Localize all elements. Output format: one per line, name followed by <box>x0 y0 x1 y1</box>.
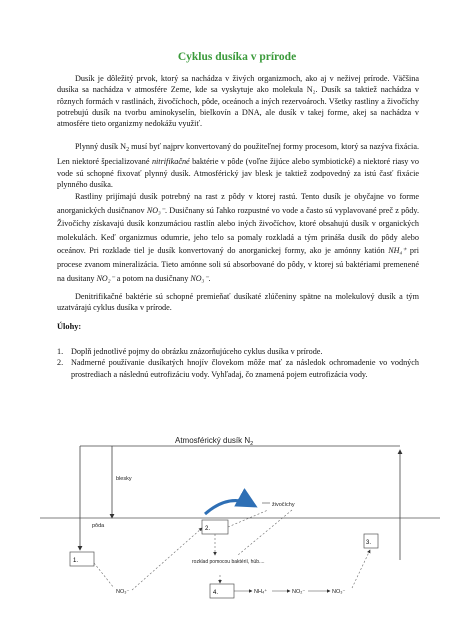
decomposition-label: rozklad pomocou baktérií, húb.... <box>192 559 265 565</box>
box-2-label: 2. <box>205 526 211 532</box>
label-nh4: NH₄⁺ <box>254 589 268 595</box>
paragraph-1: Dusík je dôležitý prvok, ktorý sa nachádza v živých organizmoch, ako aj v neživej prírode. Väčšina dusíka sa nachádza v atmosfére Zeme, kde sa vyskytuje ako molekula N₂. Dusík sa taktiež nachádza v rôznych formách v rastlinách, živočíchoch, pôde, oceánoch a iných rezervoároch. Všetky rastliny a živočíchy potrebujú dusík na tvorbu aminokyselín, bielkovín a DNA, ale dusík v takej forme, akej sa nachádza v atmosfére tieto organizmy nedokážu využiť. <box>57 74 419 129</box>
tasks-list <box>57 346 419 380</box>
flow-box2-animals <box>228 510 268 527</box>
flow-animals-decomp <box>238 510 292 555</box>
page-title: Cyklus dusíka v prírode <box>177 51 297 63</box>
paragraph-intro <box>57 73 419 129</box>
label-no2: NO₂⁻ <box>292 589 306 595</box>
box-4-label: 4. <box>213 590 219 596</box>
box-1-label: 1. <box>73 558 79 564</box>
task-1: 1. Doplň jednotlivé pojmy do obrázku znázorňujúceho cyklus dusíka v prírode. <box>57 347 323 356</box>
lightning-label: blesky <box>116 476 132 482</box>
paragraph-fixation <box>57 141 419 190</box>
paragraph-denitrification <box>57 291 419 314</box>
formula-nitrite: NO₂⁻ <box>96 273 115 283</box>
label-no3-left: NO₃⁻ <box>116 589 130 595</box>
formula-nitrate-2: NO₃⁻ <box>190 273 209 283</box>
nitrogen-cycle-diagram <box>40 410 440 610</box>
paragraph-plants <box>57 190 419 285</box>
paragraph-4: Denitrifikačné baktérie sú schopné premieňať dusíkaté zlúčeniny spätne na molekulový dusík a tým uzatvárajú cyklus dusíka v prírode. <box>57 292 419 313</box>
formula-nitrate-1: NO₃⁻ <box>146 205 165 215</box>
task-2: 2. Nadmerné používanie dusíkatých hnojív človekom môže mať za následok ochromadenie vo vodných prostrediach a následnú eutrofizáciu vody. Vyhľadaj, čo znamená pojem eutrofizácia vody. <box>57 358 419 379</box>
box-3-label: 3. <box>366 540 372 546</box>
flow-no3-box3 <box>352 550 370 588</box>
atmosphere-label: Atmosférický dusík $N_2$ <box>175 436 254 447</box>
animals-label: živočíchy <box>272 502 295 508</box>
paragraph-2: Plynný dusík $N_2$ musí byť najprv konvertovaný do použiteľnej formy procesom, ktorý sa nazýva fixácia. Len niektoré špecializované nitrifikačné baktérie v pôde (voľne žijúce alebo symbiotické) a niektoré riasy vo vode sú schopné fixovať plynný dusík. Atmosférický jav blesk je taktiež zodpovedný za istú časť fixácie plynného dusíka. <box>57 142 420 189</box>
tasks-heading: Úlohy: <box>57 322 82 331</box>
paragraph-3: Rastliny prijímajú dusík potrebný na rast z pôdy v ktorej rastú. Tento dusík je obyčajne vo forme anorganických dusičnanov NO₃⁻. Dusičnany sú ľahko rozpustné vo vode a často sú vyplavované preč z pôdy. Živočíchy získavajú dusík konzumáciou rastlín alebo iných živočíchov, ktoré obsahujú dusík v organických molekulách. Keď organizmus odumrie, jeho telo sa pomaly rozkladá a tým prináša dusík do pôdy alebo oceánov. Pri rozklade tiel je dusík konvertovaný do anorganickej formy, ako je amónny katión NH₄⁺ pri procese zvanom mineralizácia. Tieto amónne soli sú absorbované do pôdy, v ktorej sú baktériami premenené na dusitany NO₂⁻ a potom na dusičnany NO₃⁻. <box>57 192 420 283</box>
label-no3-right: NO₃⁻ <box>332 589 346 595</box>
animals-arrow <box>205 501 255 514</box>
formula-ammonium: NH₄⁺ <box>388 246 407 256</box>
flow-box1-no3 <box>94 563 114 588</box>
soil-label: pôda <box>92 523 105 529</box>
